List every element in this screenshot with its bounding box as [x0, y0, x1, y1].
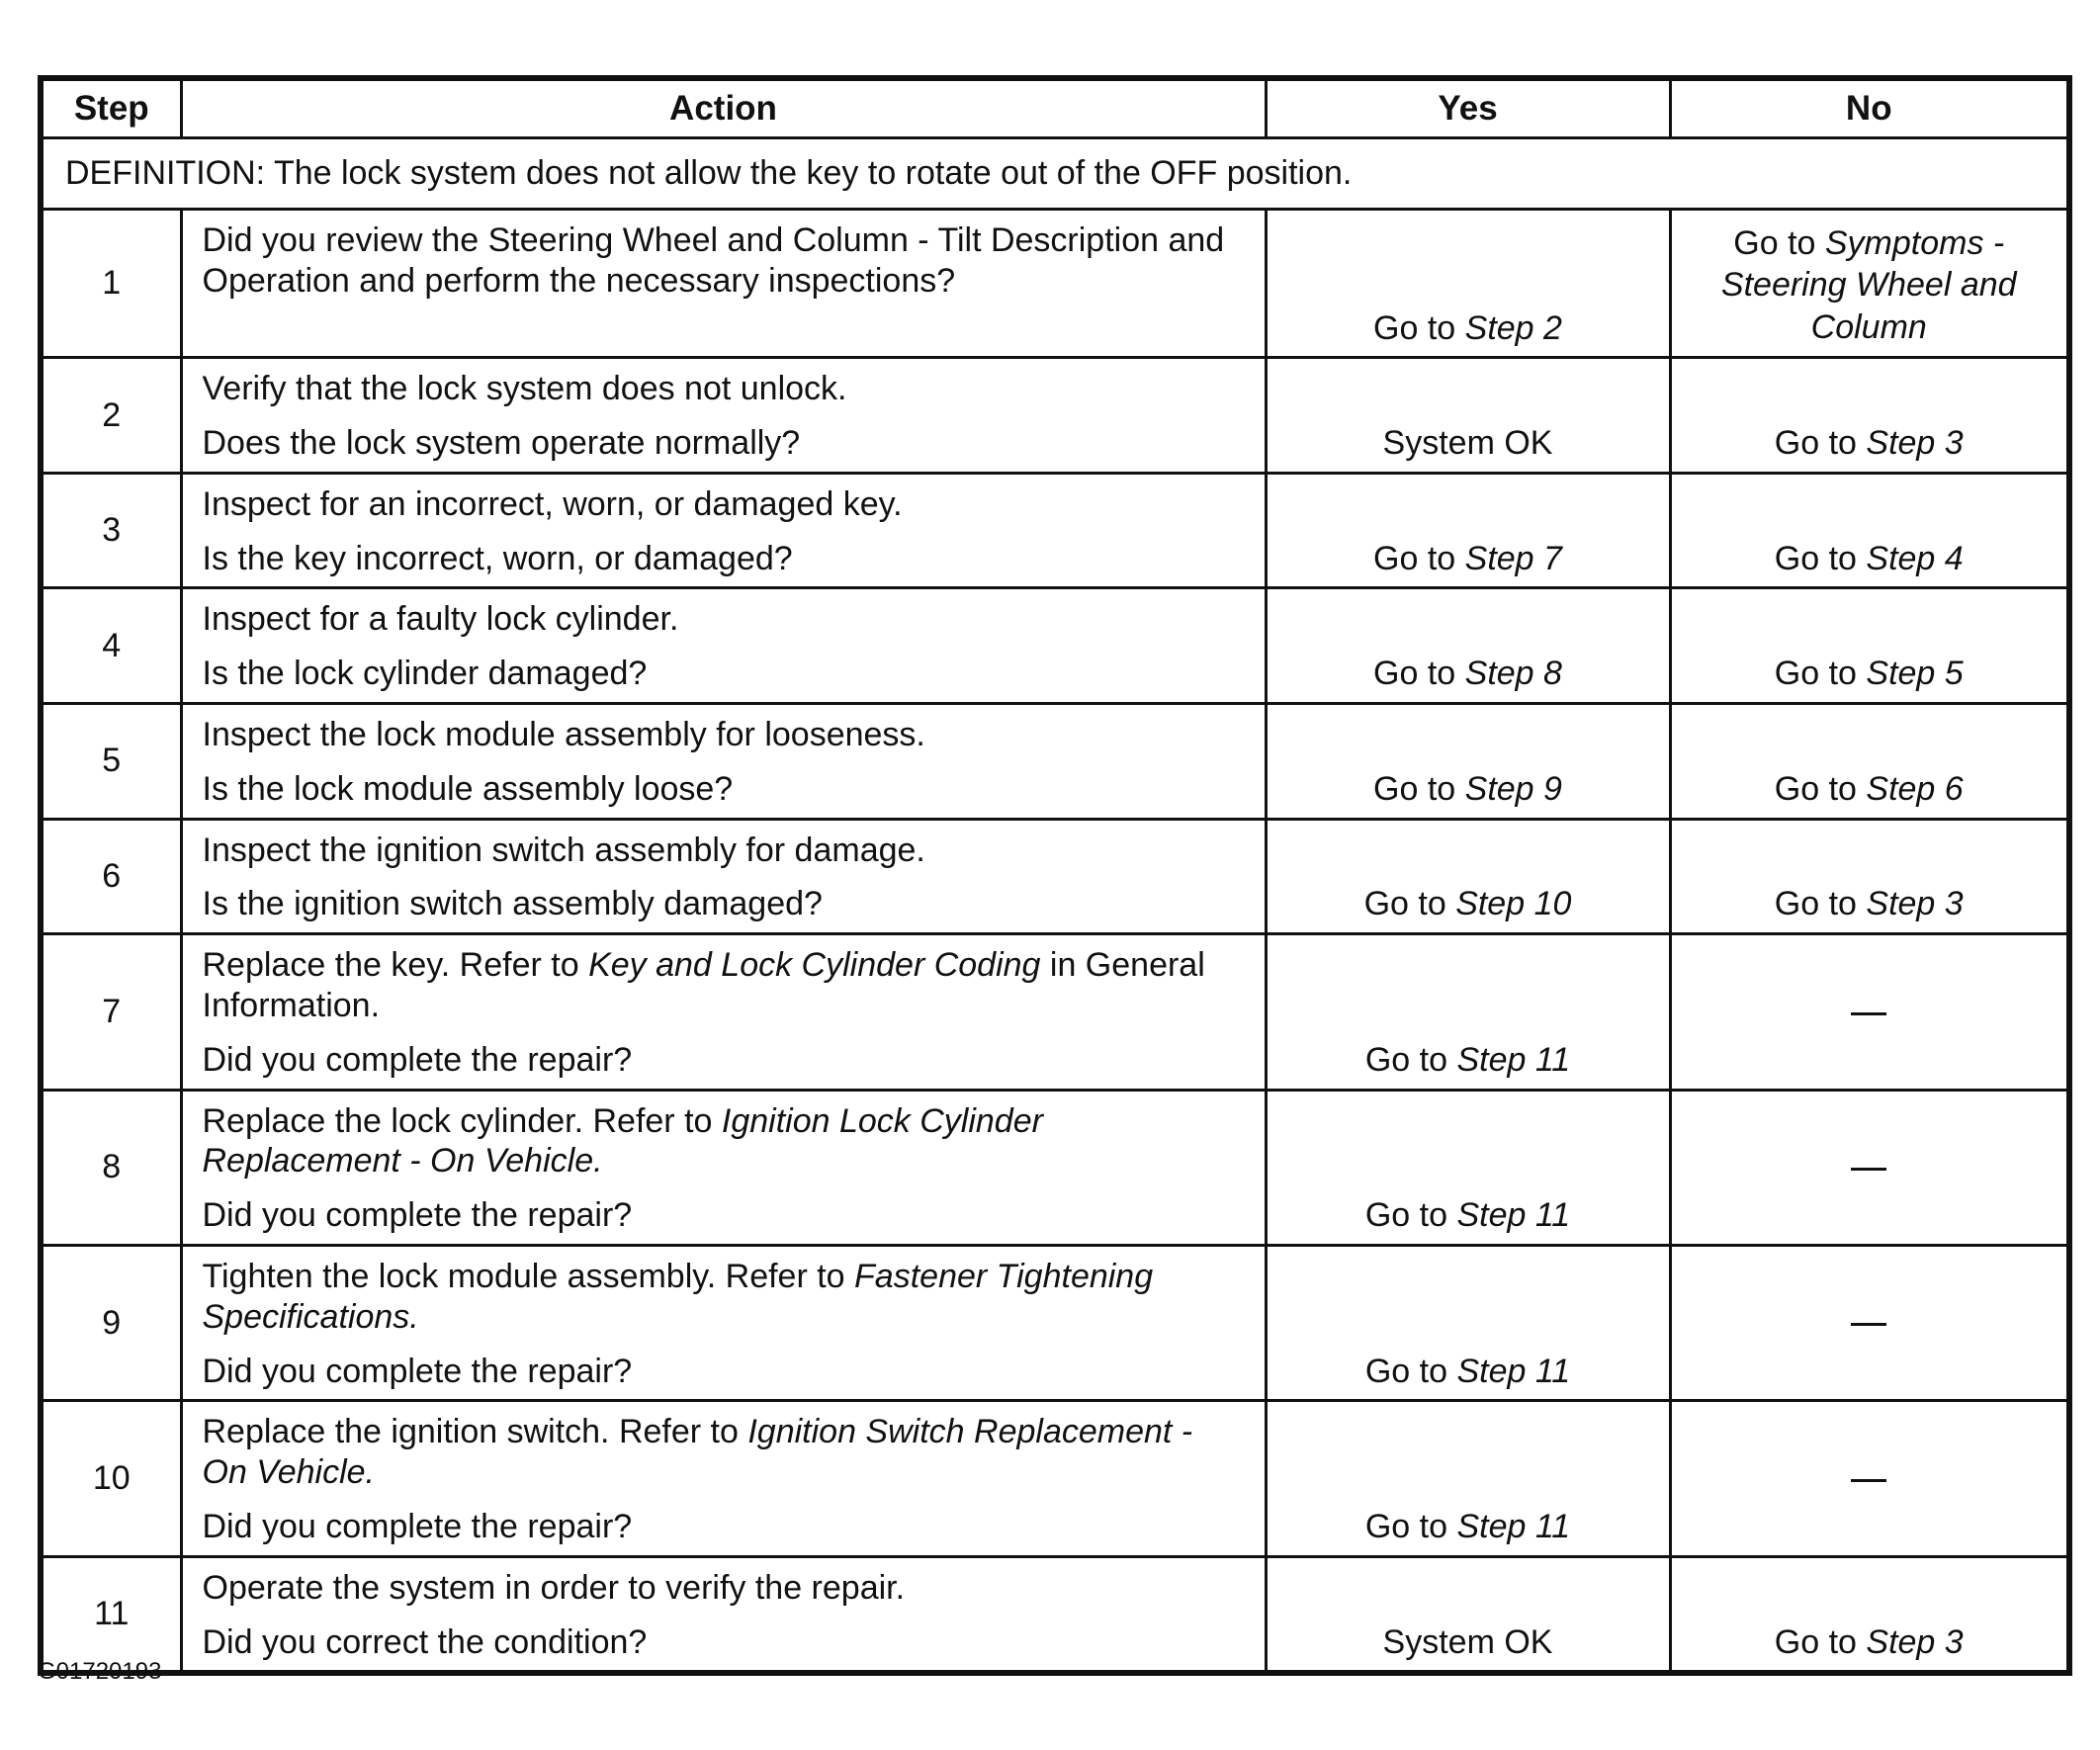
yes-cell [1266, 1401, 1670, 1556]
step-number: 6 [41, 819, 181, 934]
not-applicable-dash [1851, 1479, 1886, 1482]
yes-cell [1266, 209, 1670, 358]
step-number: 8 [41, 1090, 181, 1245]
yes-step-link[interactable]: Step 11 [1456, 1352, 1571, 1390]
step-number: 10 [41, 1401, 181, 1556]
no-cell [1670, 934, 2069, 1090]
reference-link[interactable]: Key and Lock Cylinder Coding [588, 946, 1041, 985]
no-text: Go to [1774, 539, 1867, 577]
no-cell [1670, 1090, 2069, 1245]
action-text: Replace the key. Refer to [202, 946, 589, 985]
step-number: 4 [41, 588, 181, 704]
action-question: Did you complete the repair? [202, 1508, 633, 1546]
action-question: Did you complete the repair? [202, 1196, 633, 1235]
no-text: Go to [1774, 424, 1867, 463]
action-question: Is the lock module assembly loose? [202, 769, 734, 808]
action-instruction: Inspect for an incorrect, worn, or damaged key. [202, 484, 903, 523]
no-step-link[interactable]: Step 3 [1866, 1622, 1964, 1661]
no-cell [1670, 588, 2069, 704]
yes-cell [1266, 934, 1670, 1090]
no-step-link[interactable]: Step 3 [1866, 885, 1964, 923]
action-instruction: Operate the system in order to verify the repair. [202, 1568, 906, 1607]
action-text: Did you review the Steering Wheel and Column - Tilt Description and Operation and perform the necessary inspections? [202, 220, 1225, 300]
action-instruction [203, 1412, 1245, 1493]
yes-cell [1266, 473, 1670, 588]
step-number: 5 [41, 704, 181, 820]
yes-step-link[interactable]: Step 10 [1455, 885, 1572, 923]
action-instruction [203, 1101, 1245, 1182]
yes-text: System OK [1382, 1622, 1553, 1661]
yes-step-link[interactable]: Step 2 [1464, 308, 1562, 347]
header-no: No [1670, 78, 2069, 138]
no-cell [1670, 819, 2069, 934]
no-cell [1670, 704, 2069, 820]
action-instruction [203, 1257, 1245, 1338]
figure-code: G01720193 [38, 1658, 162, 1685]
table-row [41, 819, 2069, 934]
yes-text: Go to [1364, 1352, 1457, 1390]
no-step-link[interactable]: Step 4 [1866, 539, 1964, 577]
yes-cell [1266, 588, 1670, 704]
no-cell [1670, 473, 2069, 588]
yes-step-link[interactable]: Step 7 [1464, 539, 1562, 577]
action-cell [181, 819, 1266, 934]
no-text: Go to [1774, 885, 1867, 923]
no-cell [1670, 1401, 2069, 1556]
no-cell [1670, 1246, 2069, 1401]
action-question: Did you complete the repair? [202, 1040, 633, 1079]
action-instruction: Inspect the ignition switch assembly for damage. [202, 831, 925, 869]
step-number: 9 [41, 1246, 181, 1401]
yes-step-link[interactable]: Step 11 [1456, 1196, 1571, 1235]
action-cell [181, 1090, 1266, 1245]
yes-text: Go to [1373, 655, 1465, 693]
action-cell [181, 588, 1266, 704]
yes-cell [1266, 1556, 1670, 1673]
action-text: Replace the lock cylinder. Refer to [202, 1101, 722, 1140]
no-text: Go to [1733, 223, 1825, 262]
header-row [41, 78, 2069, 138]
diagnostic-table [38, 75, 2072, 1676]
no-cell [1670, 358, 2069, 474]
action-instruction: Verify that the lock system does not unlock. [202, 370, 847, 408]
header-action: Action [181, 78, 1266, 138]
yes-text: Go to [1363, 885, 1456, 923]
no-text: Go to [1774, 1622, 1867, 1661]
action-text: Replace the ignition switch. Refer to [202, 1413, 748, 1451]
step-number: 2 [41, 358, 181, 474]
action-question: Does the lock system operate normally? [202, 424, 801, 463]
not-applicable-dash [1851, 1012, 1886, 1015]
action-instruction [203, 945, 1245, 1026]
yes-text: Go to [1373, 308, 1465, 347]
no-symptoms-link[interactable]: Symptoms - Steering Wheel and Column [1720, 223, 2017, 346]
header-step: Step [41, 78, 181, 138]
yes-step-link[interactable]: Step 11 [1456, 1508, 1571, 1546]
yes-cell [1266, 1090, 1670, 1245]
reference-link[interactable]: Fastener Tightening Specifications. [202, 1258, 1154, 1336]
reference-link[interactable]: Ignition Lock Cylinder Replacement - On Vehicle. [202, 1101, 1043, 1181]
action-question: Did you complete the repair? [202, 1352, 633, 1390]
yes-text: System OK [1382, 424, 1553, 463]
step-number: 1 [41, 209, 181, 358]
table-row [41, 473, 2069, 588]
action-question: Is the ignition switch assembly damaged? [202, 885, 823, 923]
no-text: Go to [1774, 769, 1867, 808]
table-row [41, 704, 2069, 820]
action-cell [181, 209, 1266, 358]
table-row [41, 209, 2069, 358]
no-step-link[interactable]: Step 6 [1866, 769, 1964, 808]
action-instruction [203, 220, 1245, 302]
no-step-link[interactable]: Step 5 [1866, 655, 1964, 693]
action-text-continued: in General Information. [202, 946, 1205, 1025]
action-cell [181, 473, 1266, 588]
action-instruction: Inspect for a faulty lock cylinder. [202, 600, 679, 639]
action-cell [181, 1556, 1266, 1673]
step-number: 3 [41, 473, 181, 588]
action-instruction: Inspect the lock module assembly for looseness. [202, 716, 925, 754]
yes-step-link[interactable]: Step 11 [1456, 1040, 1571, 1079]
definition-text: DEFINITION: The lock system does not allow the key to rotate out of the OFF position. [41, 138, 2069, 210]
yes-cell [1266, 704, 1670, 820]
table-row [41, 934, 2069, 1090]
no-cell [1670, 209, 2069, 358]
action-cell [181, 934, 1266, 1090]
yes-text: Go to [1364, 1508, 1457, 1546]
not-applicable-dash [1851, 1168, 1886, 1171]
action-question: Did you correct the condition? [202, 1622, 648, 1661]
table-row [41, 1246, 2069, 1401]
action-cell [181, 1246, 1266, 1401]
header-yes: Yes [1266, 78, 1670, 138]
step-number: 7 [41, 934, 181, 1090]
yes-cell [1266, 819, 1670, 934]
yes-text: Go to [1373, 769, 1465, 808]
yes-cell [1266, 358, 1670, 474]
action-cell [181, 358, 1266, 474]
definition-row [41, 138, 2069, 210]
action-question: Is the lock cylinder damaged? [202, 655, 648, 693]
table-row [41, 358, 2069, 474]
action-cell [181, 704, 1266, 820]
yes-text: Go to [1373, 539, 1465, 577]
no-text: Go to [1774, 655, 1867, 693]
yes-step-link[interactable]: Step 8 [1464, 655, 1562, 693]
yes-text: Go to [1364, 1196, 1457, 1235]
not-applicable-dash [1851, 1323, 1886, 1326]
no-cell [1670, 1556, 2069, 1673]
yes-cell [1266, 1246, 1670, 1401]
table-row [41, 1401, 2069, 1556]
table-row [41, 588, 2069, 704]
table-row [41, 1556, 2069, 1673]
table-row [41, 1090, 2069, 1245]
action-cell [181, 1401, 1266, 1556]
no-step-link[interactable]: Step 3 [1866, 424, 1964, 463]
reference-link[interactable]: Ignition Switch Replacement - On Vehicle. [202, 1413, 1193, 1492]
action-question: Is the key incorrect, worn, or damaged? [202, 539, 793, 577]
yes-step-link[interactable]: Step 9 [1464, 769, 1562, 808]
step-number: 11 [41, 1556, 181, 1673]
yes-text: Go to [1364, 1040, 1457, 1079]
action-text: Tighten the lock module assembly. Refer to [202, 1258, 855, 1296]
